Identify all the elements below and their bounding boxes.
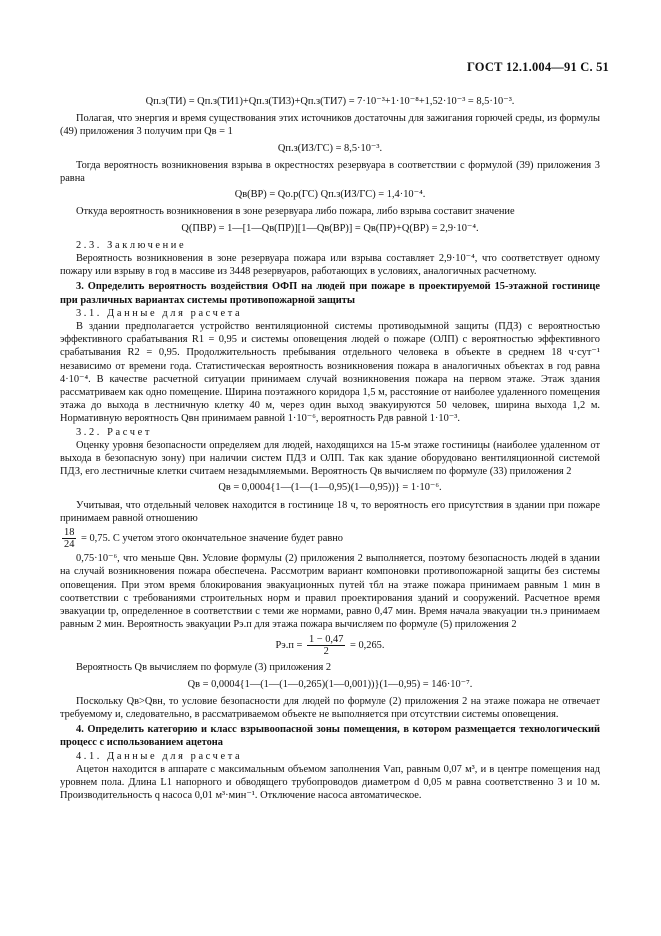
formula-result: = 0,265. xyxy=(350,640,385,652)
fraction xyxy=(307,634,345,657)
formula-f4: Q(ПВР) = 1—[1—Qв(ПР)][1—Qв(ВР)] = Qв(ПР)+Q(ВР) = 2,9·10⁻⁴. xyxy=(181,222,479,234)
formula-f7: Qв = 0,0004{1—(1—(1—0,265)(1—0,001))}(1—0,95) = 146·10⁻⁷. xyxy=(187,678,473,690)
formula-f5: Qв = 0,0004{1—(1—(1—0,95)(1—0,95))} = 1·10⁻⁶. xyxy=(218,482,442,494)
paragraph-p9: Поскольку Qв>Qвн, то условие безопасности для людей по формуле (2) приложения 2 на этаже пожара не отвечает требуемому и, следовательно, в рассматриваемом объекте не выполняется при отсутствии системы оповещения. xyxy=(60,695,600,720)
paragraph-p3: Откуда вероятность возникновения в зоне резервуара либо пожара, либо взрыва составит значение xyxy=(76,206,515,218)
section-heading-h2: 3. Определить вероятность воздействия ОФП на людей при пожаре в проектируемой 15-этажной гостинице при различных вариантах системы противопожарной защиты xyxy=(60,281,600,306)
paragraph-p8: Вероятность Qв вычисляем по формуле (3) приложения 2 xyxy=(76,662,332,674)
fraction-denominator: 24 xyxy=(64,539,75,551)
document-body xyxy=(60,92,600,802)
formula-f3: Qв(ВР) = Qо.р(ГС) Qп.з(ИЗ/ГС) = 1,4·10⁻⁴. xyxy=(234,189,426,201)
fraction-numerator: 1 − 0,47 xyxy=(308,634,344,646)
page-header: ГОСТ 12.1.004—91 С. 51 xyxy=(466,60,609,74)
paragraph-p7a: Учитывая, что отдельный человек находится в гостинице 18 ч, то вероятность его присутствия в здании при пожаре принимаем равной отношению xyxy=(60,499,600,524)
section-heading-h5: 4. Определить категорию и класс взрывоопасной зоны помещения, в котором размещается технологический процесс с использованием ацетона xyxy=(60,724,600,749)
fraction-numerator: 18 xyxy=(64,527,75,539)
paragraph-p5: В здании предполагается устройство вентиляционной системы противодымной защиты (ПДЗ) с вероятностью эффективного срабатывания R1 = 0,95 и системы оповещения людей о пожаре (ОЛП) с вероятностью эффективного срабатывания R2 = 0,95. Продолжительность пребывания отдельного человека в объекте в среднем 18 ч·сут⁻¹ независимо от времени года. Статистическая вероятность возникновения пожара в аналогичных объектах в год равна 4·10⁻⁴. В качестве расчетной ситуации принимаем случай возникновения пожара на первом этаже. Этаж здания рассматриваем как одно помещение. Ширина поэтажного коридора 1,5 м, расстояние от наиболее удаленного помещения этажа до выхода в лестничную клетку 40 м, через один выход эвакуируются 50 человек, ширина выхода 1,2 м. Нормативную вероятность Qвн принимаем равной 1·10⁻⁶, вероятность Pдв равной 1·10⁻³. xyxy=(60,321,600,425)
formula-lhs: Pэ.п = xyxy=(275,640,303,652)
fraction-denominator: 2 xyxy=(323,646,329,658)
fraction xyxy=(62,527,76,550)
formula-f6 xyxy=(60,634,600,657)
formula-f1: Qп.з(ТИ) = Qп.з(ТИ1)+Qп.з(ТИ3)+Qп.з(ТИ7) = 7·10⁻³+1·10⁻⁸+1,52·10⁻³ = 8,5·10⁻³. xyxy=(145,96,515,107)
paragraph-p10: Ацетон находится в аппарате с максимальным объемом заполнения Vап, равным 0,07 м³, и в центре помещения над уровнем пола. Длина L1 напорного и обводящего трубопроводов диаметром d 0,05 м равна соответственно 3 и 10 м. Производительность q насоса 0,01 м³·мин⁻¹. Отключение насоса автоматическое. xyxy=(60,763,600,802)
paragraph-p6: Оценку уровня безопасности определяем для людей, находящихся на 15-м этаже гостиницы (наиболее удаленном от выхода в безопасную зону) при наличии систем ПДЗ и ОЛП. Так как здание оборудовано вентиляционной системой ПДЗ, его лестничные клетки считаем незадымляемыми. Вероятность Qв вычисляем по формуле (33) приложения 2 xyxy=(60,439,600,478)
subheading-h1: 2.3. Заключение xyxy=(76,239,187,251)
formula-f2: Qп.з(ИЗ/ГС) = 8,5·10⁻³. xyxy=(277,142,383,154)
paragraph-p7b: 0,75·10⁻⁶, что меньше Qвн. Условие формулы (2) приложения 2 выполняется, поэтому безопасность людей в здании на случай возникновения пожара обеспечена. Рассмотрим вариант компоновки противопожарной защиты без системы оповещения. При этом время блокирования эвакуационных путей τбл на этаже пожара принимаем равным 1 мин в соответствии с требованиями строительных норм и правил проектирования зданий и сооружений. Расчетное время эвакуации tр, определенное в соответствии с теми же нормами, равно 0,47 мин. Время начала эвакуации τн.э принимаем равным 2 мин. Вероятность эвакуации Pэ.п для этажа пожара вычисляем по формуле (5) приложения 2 xyxy=(60,553,600,631)
paragraph-p4: Вероятность возникновения в зоне резервуара пожара или взрыва составляет 2,9·10⁻⁴, что соответствует одному пожару или взрыву в год в массиве из 3448 резервуаров, работающих в условиях, аналогичных расчетному. xyxy=(60,253,600,278)
subheading-h4: 3.2. Расчет xyxy=(76,426,152,438)
subheading-h6: 4.1. Данные для расчета xyxy=(76,750,243,762)
paragraph-p1: Полагая, что энергия и время существования этих источников достаточны для зажигания горючей среды, из формулы (49) приложения 3 получим при Qв = 1 xyxy=(60,113,600,138)
paragraph-fraction-line xyxy=(60,527,600,550)
paragraph-p2: Тогда вероятность возникновения взрыва в окрестностях резервуара в соответствии с формулой (39) приложения 3 равна xyxy=(60,159,600,185)
subheading-h3: 3.1. Данные для расчета xyxy=(76,307,243,319)
fraction-trailing-text: = 0,75. С учетом этого окончательное значение будет равно xyxy=(81,532,344,544)
